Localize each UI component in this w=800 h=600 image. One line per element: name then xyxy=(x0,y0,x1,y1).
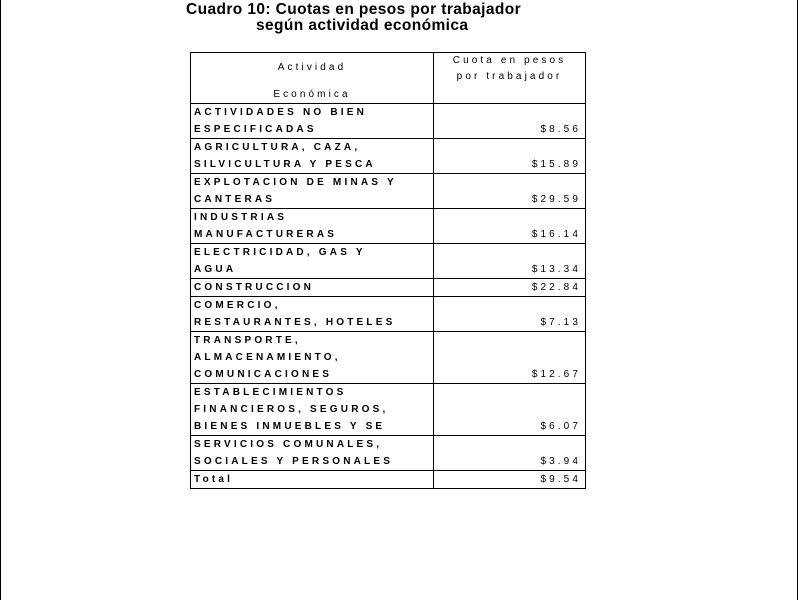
quota-value: $16.14 xyxy=(531,229,581,240)
quota-cell xyxy=(434,297,586,332)
quota-cell xyxy=(434,244,586,279)
activity-line: COMUNICACIONES xyxy=(194,369,333,380)
activity-line: ALMACENAMIENTO, xyxy=(194,352,341,363)
activity-line: TRANSPORTE, xyxy=(194,335,301,346)
table-header-row xyxy=(191,53,586,104)
activity-line: ACTIVIDADES NO BIEN xyxy=(194,107,368,118)
header-quota-cell xyxy=(434,53,586,104)
header-quota-line-1: Cuota en pesos xyxy=(452,55,567,66)
activity-cell xyxy=(191,384,434,436)
quota-value: $15.89 xyxy=(531,159,581,170)
quota-cell xyxy=(434,332,586,384)
quota-value: $12.67 xyxy=(531,369,581,380)
title-line-1: Cuadro 10: Cuotas en pesos por trabajador xyxy=(186,1,522,18)
activity-cell xyxy=(191,104,434,139)
quota-cell xyxy=(434,436,586,471)
activity-cell xyxy=(191,297,434,332)
activity-line: SOCIALES Y PERSONALES xyxy=(194,456,394,467)
table-row xyxy=(191,436,586,471)
activity-line: CONSTRUCCION xyxy=(194,282,315,293)
quota-value: $9.54 xyxy=(540,474,581,485)
activity-line: BIENES INMUEBLES Y SE xyxy=(194,421,386,432)
quota-cell xyxy=(434,174,586,209)
table-row xyxy=(191,209,586,244)
header-activity-line-1: Actividad xyxy=(277,62,347,73)
table-row xyxy=(191,384,586,436)
quota-value: $13.34 xyxy=(531,264,581,275)
table-row xyxy=(191,174,586,209)
activity-cell xyxy=(191,332,434,384)
quota-value: $3.94 xyxy=(540,456,581,467)
activity-cell xyxy=(191,436,434,471)
activity-line: ESTABLECIMIENTOS xyxy=(194,387,347,398)
table-title xyxy=(186,2,606,34)
activity-cell xyxy=(191,471,434,489)
activity-cell xyxy=(191,139,434,174)
quota-table xyxy=(190,52,586,489)
activity-line: COMERCIO, xyxy=(194,300,281,311)
activity-cell xyxy=(191,174,434,209)
header-activity-line-2: Económica xyxy=(273,89,351,100)
header-quota-line-2: por trabajador xyxy=(456,71,563,82)
quota-value: $29.59 xyxy=(531,194,581,205)
quota-cell xyxy=(434,104,586,139)
table-row xyxy=(191,104,586,139)
quota-value: $22.84 xyxy=(531,282,581,293)
quota-cell xyxy=(434,384,586,436)
quota-cell xyxy=(434,279,586,297)
activity-line: INDUSTRIAS xyxy=(194,212,288,223)
activity-line: ESPECIFICADAS xyxy=(194,124,317,135)
activity-line: FINANCIEROS, SEGUROS, xyxy=(194,404,389,415)
activity-line: CANTERAS xyxy=(194,194,276,205)
quota-cell xyxy=(434,209,586,244)
activity-cell xyxy=(191,209,434,244)
quota-cell xyxy=(434,471,586,489)
activity-line: Total xyxy=(194,474,234,485)
quota-value: $6.07 xyxy=(540,421,581,432)
quota-value: $7.13 xyxy=(540,317,581,328)
title-line-2: según actividad económica xyxy=(256,17,469,34)
activity-cell xyxy=(191,279,434,297)
table-row xyxy=(191,279,586,297)
quota-value: $8.56 xyxy=(540,124,581,135)
table-body xyxy=(191,53,586,489)
activity-line: AGUA xyxy=(194,264,237,275)
quota-cell xyxy=(434,139,586,174)
activity-line: ELECTRICIDAD, GAS Y xyxy=(194,247,366,258)
total-row xyxy=(191,471,586,489)
activity-cell xyxy=(191,244,434,279)
activity-line: RESTAURANTES, HOTELES xyxy=(194,317,396,328)
table-row xyxy=(191,139,586,174)
table-row xyxy=(191,297,586,332)
table-row xyxy=(191,244,586,279)
activity-line: SERVICIOS COMUNALES, xyxy=(194,439,383,450)
quota-table-container xyxy=(190,52,585,489)
table-row xyxy=(191,332,586,384)
activity-line: MANUFACTURERAS xyxy=(194,229,338,240)
activity-line: SILVICULTURA Y PESCA xyxy=(194,159,376,170)
header-activity-cell xyxy=(191,53,434,104)
activity-line: AGRICULTURA, CAZA, xyxy=(194,142,361,153)
activity-line: EXPLOTACION DE MINAS Y xyxy=(194,177,397,188)
